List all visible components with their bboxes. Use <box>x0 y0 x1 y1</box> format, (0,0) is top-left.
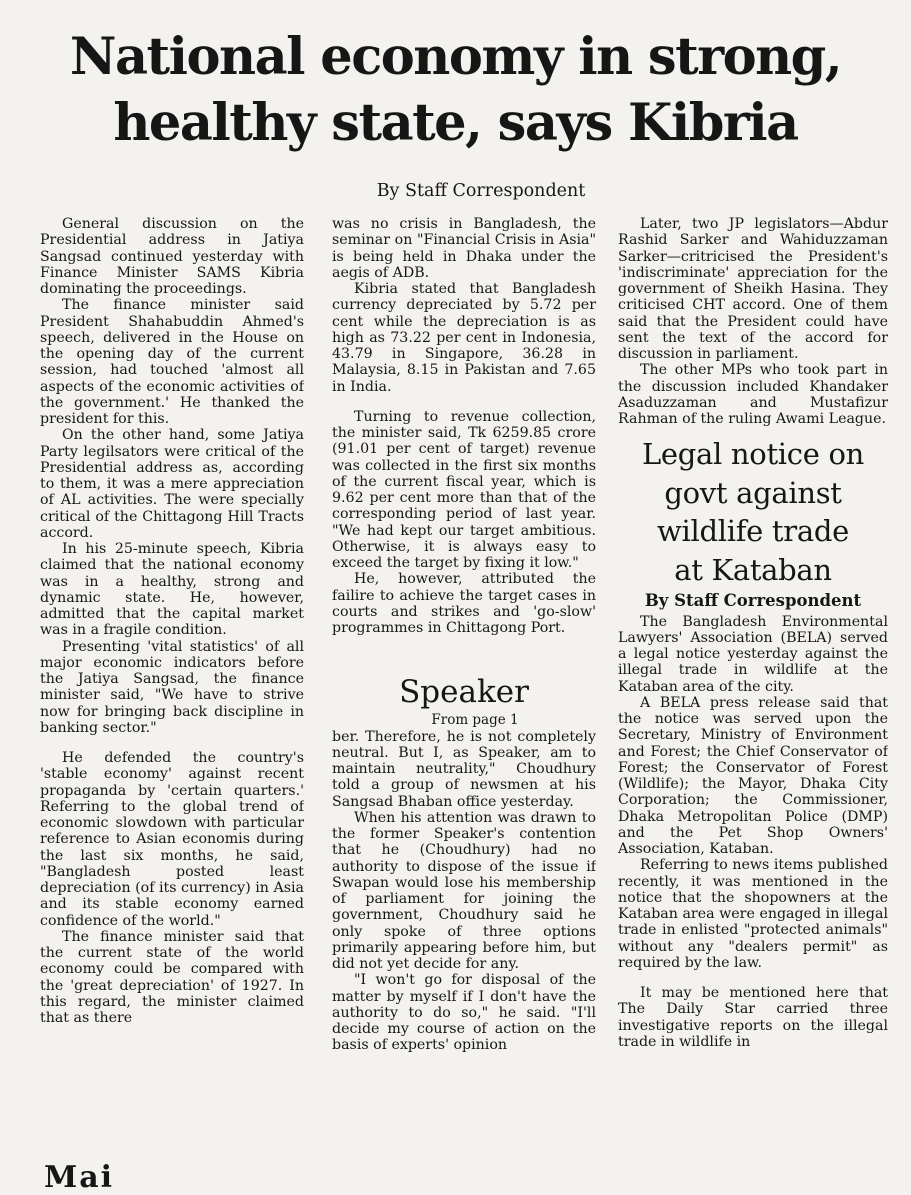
paragraph: Later, two JP legislators—Abdur Rashid Sarker and Wahiduzzaman Sarker—critricised the President's 'indiscriminate' appreciation for the government of Sheikh Hasina. They criticised CHT accord. One of them said that the President could have sent the text of the accord for discussion in parliament. <box>618 216 888 362</box>
paragraph: ber. Therefore, he is not completely neutral. But I, as Speaker, am to maintain neutrality," Choudhury told a group of newsmen at his Sangsad Bhaban office yesterday. <box>332 728 596 810</box>
paragraph: He, however, attributed the failire to achieve the target cases in courts and strikes and 'go-slow' programmes in Chittagong Port. <box>332 571 596 636</box>
paragraph: A BELA press release said that the notice was served upon the Secretary, Ministry of Environment and Forest; the Chief Conservator of Forest; the Conservator of Forest (Wildlife); the Mayor, Dhaka City Corporation; the Commissioner, Dhaka Metropolitan Police (DMP) and the Pet Shop Owners' Association, Kataban. <box>618 694 888 857</box>
paragraph: The finance minister said President Shahabuddin Ahmed's speech, delivered in the House on the opening day of the current session, had touched 'almost all aspects of the economic activities of the government.' He thanked the president for this. <box>40 297 304 427</box>
paragraph: was no crisis in Bangladesh, the seminar on "Financial Crisis in Asia" is being held in Dhaka under the aegis of ADB. <box>332 216 596 281</box>
legal-byline: By Staff Correspondent <box>644 591 862 611</box>
paragraph: General discussion on the Presidential address in Jatiya Sangsad continued yesterday with Finance Minister SAMS Kibria dominating the proceedings. <box>40 216 304 297</box>
paragraph: Kibria stated that Bangladesh currency depreciated by 5.72 per cent while the depreciation is as high as 73.22 per cent in Indonesia, 43.79 in Singapore, 36.28 in Malaysia, 8.15 in Pakistan and 7.65 in India. <box>332 281 596 395</box>
paragraph: The finance minister said that the current state of the world economy could be compared with the 'great depreciation' of 1927. In this regard, the minister claimed that as there <box>40 928 304 1026</box>
paragraph: Referring to news items published recently, it was mentioned in the notice that the shopowners at the Kataban area were engaged in illegal trade in enlisted "protected animals" without any "dealers permit" as required by the law. <box>618 857 888 971</box>
article-column-3 <box>618 216 888 1179</box>
speaker-subhead: Speaker <box>399 674 529 711</box>
paragraph: When his attention was drawn to the former Speaker's contention that he (Choudhury) had no authority to dispose of the issue if Swapan would lose his membership of parliament for joining the government, Choudhury said he only spoke of three options primarily appearing before him, but did not yet decide for any. <box>332 809 596 972</box>
article-column-2 <box>332 216 596 1179</box>
legal-notice-headline <box>618 435 888 589</box>
paragraph: "I won't go for disposal of the matter by myself if I don't have the authority to do so," he said. "I'll decide my course of action on the basis of experts' opinion <box>332 972 596 1054</box>
paragraph: In his 25-minute speech, Kibria claimed that the national economy was in a healthy, strong and dynamic state. He, however, admitted that the capital market was in a fragile condition. <box>40 541 304 639</box>
continued-from-page: From page 1 <box>431 712 519 729</box>
headline <box>0 24 911 156</box>
paragraph: The Bangladesh Environmental Lawyers' Association (BELA) served a legal notice yesterday against the illegal trade in wildlife at the Kataban area of the city. <box>618 613 888 695</box>
article-column-1 <box>40 216 304 1179</box>
legal-headline-line: govt against <box>664 475 842 510</box>
paragraph: Presenting 'vital statistics' of all major economic indicators before the Jatiya Sangsad, the finance minister said, "We have to strive now for bringing back discipline in banking sector." <box>40 638 304 736</box>
legal-headline-line: Legal notice on <box>641 437 865 472</box>
next-headline-fragment: Mai <box>44 1160 115 1195</box>
legal-headline-line: wildlife trade <box>657 514 849 549</box>
headline-line-2: healthy state, says Kibria <box>113 93 798 153</box>
paragraph: On the other hand, some Jatiya Party legilsators were critical of the Presidential address as, according to them, it was a mere appreciation of AL activities. The were specially critical of the Chittagong Hill Tracts accord. <box>40 427 304 541</box>
paragraph: The other MPs who took part in the discussion included Khandaker Asaduzzaman and Mustafizur Rahman of the ruling Awami League. <box>618 362 888 427</box>
legal-headline-line: at Kataban <box>674 552 832 587</box>
byline: By Staff Correspondent <box>376 181 586 201</box>
paragraph: It may be mentioned here that The Daily Star carried three investigative reports on the illegal trade in wildlife in <box>618 985 888 1050</box>
paragraph: He defended the country's 'stable economy' against recent propaganda by 'certain quarters.' Referring to the global trend of economic slowdown with particular reference to Asian economis during the last six months, he said, "Bangladesh posted least depreciation (of its currency) in Asia and its stable economy earned confidence of the world." <box>40 750 304 929</box>
headline-line-1: National economy in strong, <box>69 27 842 87</box>
paragraph: Turning to revenue collection, the minister said, Tk 6259.85 crore (91.01 per cent of target) revenue was collected in the first six months of the current fiscal year, which is 9.62 per cent more than that of the corresponding period of last year. "We had kept our target ambitious. Otherwise, it is always easy to exceed the target by fixing it low." <box>332 408 596 571</box>
